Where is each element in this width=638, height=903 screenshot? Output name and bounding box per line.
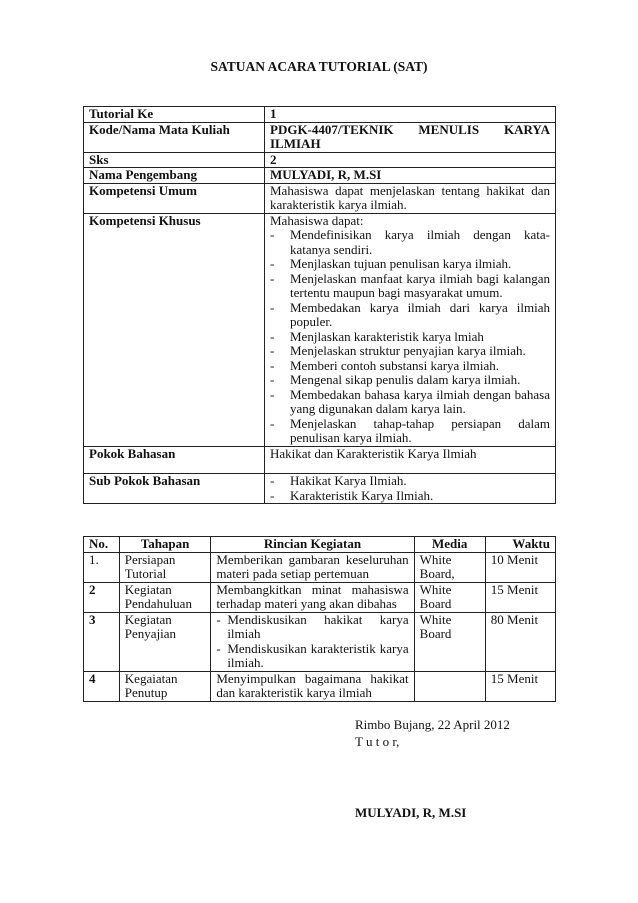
kompetensi-umum-value: Mahasiswa dapat menjelaskan tentang hakikat dan karakteristik karya ilmiah. bbox=[265, 183, 556, 213]
pokok-value: Hakikat dan Karakteristik Karya Ilmiah bbox=[265, 446, 556, 474]
list-item: - Membedakan karya ilmiah dari karya ilmiah populer. bbox=[270, 301, 550, 330]
tutorial-ke-value: 1 bbox=[265, 107, 556, 123]
kompetensi-khusus-list bbox=[270, 228, 550, 446]
table-row bbox=[84, 612, 556, 671]
kompetensi-khusus-value bbox=[265, 213, 556, 446]
signature-place-date: Rimbo Bujang, 22 April 2012 bbox=[355, 717, 510, 732]
row-rincian: Membangkitkan minat mahasiswa terhadap materi yang akan dibahas bbox=[211, 582, 414, 612]
row-media bbox=[414, 671, 485, 701]
signature-name: MULYADI, R, M.SI bbox=[355, 805, 467, 820]
row-no: 4 bbox=[84, 671, 120, 701]
row-rincian: Memberikan gambaran keseluruhan materi pada setiap pertemuan bbox=[211, 552, 414, 582]
table-row bbox=[84, 474, 556, 504]
table-row bbox=[84, 183, 556, 213]
row-tahapan: Kegiatan Pendahuluan bbox=[119, 582, 211, 612]
row-media: White Board bbox=[414, 582, 485, 612]
rincian-list bbox=[216, 613, 408, 671]
table-row bbox=[84, 582, 556, 612]
header-waktu: Waktu bbox=[485, 537, 555, 553]
list-item: - Mengenal sikap penulis dalam karya ilmiah. bbox=[270, 373, 550, 388]
table-row bbox=[84, 552, 556, 582]
header-tahapan: Tahapan bbox=[119, 537, 211, 553]
table-header-row bbox=[84, 537, 556, 553]
table-row bbox=[84, 446, 556, 474]
list-item: - Karakteristik Karya Ilmiah. bbox=[270, 489, 550, 504]
kode-label: Kode/Nama Mata Kuliah bbox=[84, 122, 265, 152]
list-item: - Menjelaskan tahap-tahap persiapan dalam penulisan karya ilmiah. bbox=[270, 417, 550, 446]
activities-table bbox=[83, 536, 556, 702]
table-row bbox=[84, 213, 556, 446]
list-item: - Menjelaskan struktur penyajian karya ilmiah. bbox=[270, 344, 550, 359]
row-tahapan: Kegiatan Penyajian bbox=[119, 612, 211, 671]
kompetensi-khusus-label: Kompetensi Khusus bbox=[84, 213, 265, 446]
row-media: White Board bbox=[414, 612, 485, 671]
sks-label: Sks bbox=[84, 152, 265, 168]
list-item: - Menjlaskan tujuan penulisan karya ilmiah. bbox=[270, 257, 550, 272]
sub-pokok-label: Sub Pokok Bahasan bbox=[84, 474, 265, 504]
table-row bbox=[84, 107, 556, 123]
table-row bbox=[84, 671, 556, 701]
table-row bbox=[84, 152, 556, 168]
list-item: - Mendiskusikan karakteristik karya ilmiah. bbox=[216, 642, 408, 671]
table-row bbox=[84, 122, 556, 152]
list-item: - Memberi contoh substansi karya ilmiah. bbox=[270, 359, 550, 374]
row-waktu: 15 Menit bbox=[485, 671, 555, 701]
sks-value: 2 bbox=[265, 152, 556, 168]
row-tahapan: Persiapan Tutorial bbox=[119, 552, 211, 582]
list-item: - Menjlaskan karakteristik karya lmiah bbox=[270, 330, 550, 345]
signature-role: T u t o r, bbox=[355, 734, 400, 749]
header-media: Media bbox=[414, 537, 485, 553]
document-title: SATUAN ACARA TUTORIAL (SAT) bbox=[210, 59, 428, 74]
row-rincian: Menyimpulkan bagaimana hakikat dan karakteristik karya ilmiah bbox=[211, 671, 414, 701]
row-waktu: 15 Menit bbox=[485, 582, 555, 612]
row-no: 1. bbox=[84, 552, 120, 582]
kode-value bbox=[265, 122, 556, 152]
kode-value-line-1: PDGK-4407/TEKNIK MENULIS KARYA bbox=[270, 121, 550, 137]
list-item: - Membedakan bahasa karya ilmiah dengan bahasa yang digunakan dalam karya lain. bbox=[270, 388, 550, 417]
list-item: - Hakikat Karya Ilmiah. bbox=[270, 474, 550, 489]
header-no: No. bbox=[84, 537, 120, 553]
row-media: White Board, bbox=[414, 552, 485, 582]
tutorial-ke-label: Tutorial Ke bbox=[84, 107, 265, 123]
sub-pokok-list bbox=[270, 474, 550, 503]
list-item: - Mendefinisikan karya ilmiah dengan kata-katanya sendiri. bbox=[270, 228, 550, 257]
row-waktu: 80 Menit bbox=[485, 612, 555, 671]
kompetensi-umum-label: Kompetensi Umum bbox=[84, 183, 265, 213]
info-table bbox=[83, 106, 556, 504]
header-rincian: Rincian Kegiatan bbox=[211, 537, 414, 553]
row-no: 2 bbox=[84, 582, 120, 612]
row-waktu: 10 Menit bbox=[485, 552, 555, 582]
row-tahapan: Kegaiatan Penutup bbox=[119, 671, 211, 701]
row-rincian bbox=[211, 612, 414, 671]
sub-pokok-value bbox=[265, 474, 556, 504]
list-item: - Menjelaskan manfaat karya ilmiah bagi kalangan tertentu maupun bagi masyarakat umum. bbox=[270, 272, 550, 301]
table-row bbox=[84, 168, 556, 184]
row-no: 3 bbox=[84, 612, 120, 671]
kompetensi-khusus-intro: Mahasiswa dapat: bbox=[270, 212, 364, 228]
kode-value-line-2: ILMIAH bbox=[270, 136, 321, 151]
pengembang-label: Nama Pengembang bbox=[84, 168, 265, 184]
list-item: - Mendiskusikan hakikat karya ilmiah bbox=[216, 613, 408, 642]
pengembang-value: MULYADI, R, M.SI bbox=[265, 168, 556, 184]
pokok-label: Pokok Bahasan bbox=[84, 446, 265, 474]
